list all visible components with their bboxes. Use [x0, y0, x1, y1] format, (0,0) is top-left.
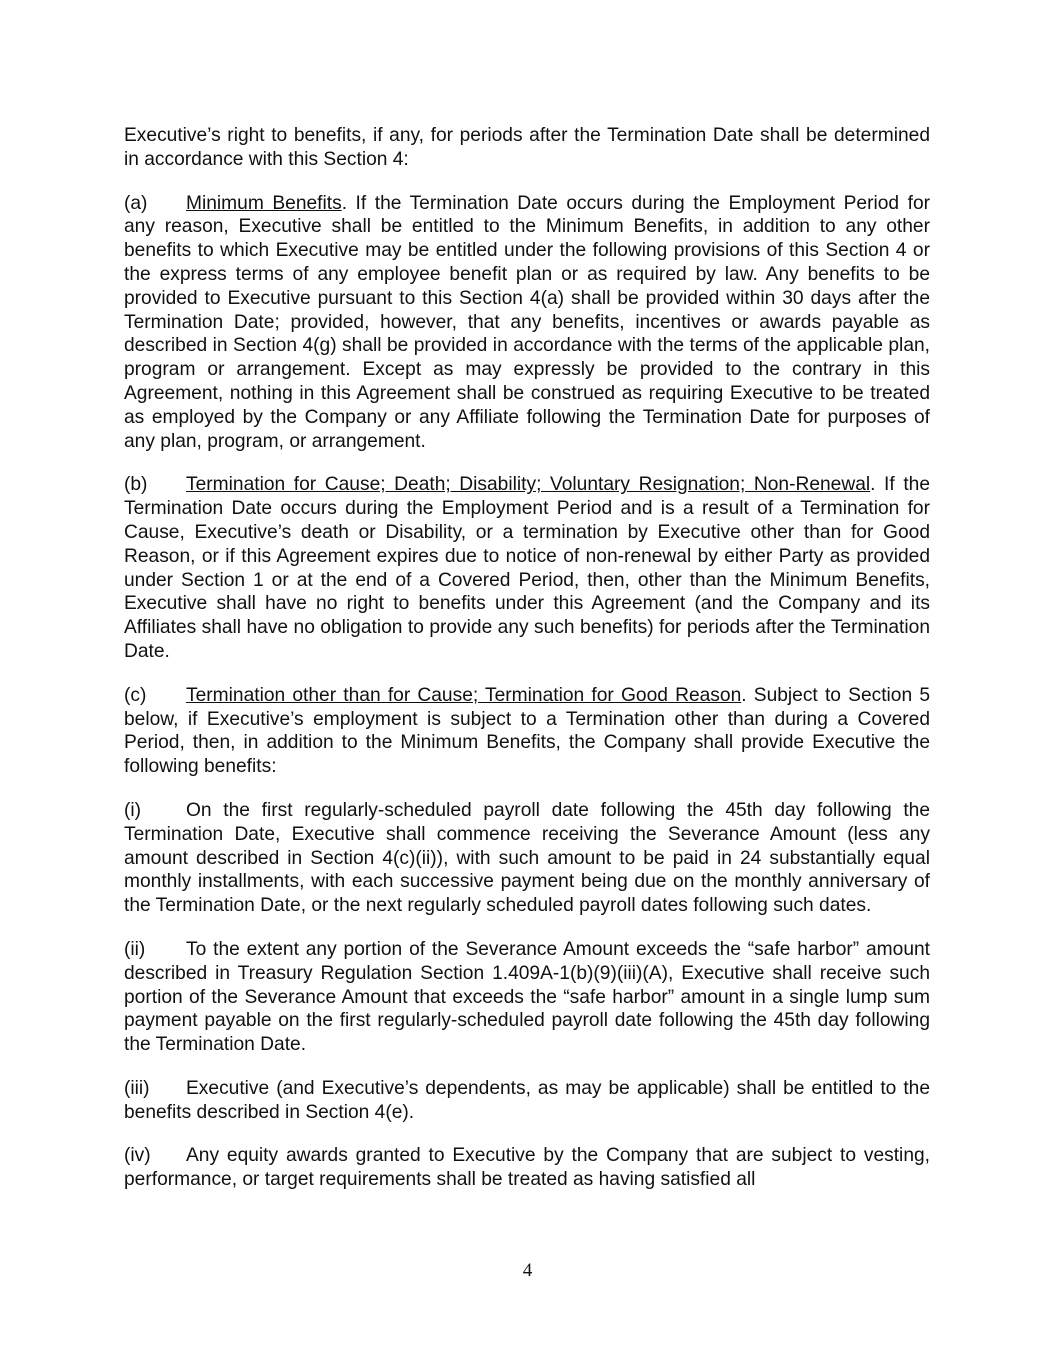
- item-iv-label: (iv): [124, 1145, 151, 1167]
- item-iii-body: Executive (and Executive’s dependents, as may be applicable) shall be entitled to the benefits described in Section 4(e).: [124, 1077, 930, 1123]
- page-number: 4: [522, 1260, 533, 1281]
- item-ii-paragraph: [124, 938, 930, 1057]
- section-b-paragraph: [124, 473, 930, 663]
- section-c-paragraph: [124, 684, 930, 779]
- document-page: [124, 124, 930, 1212]
- item-ii-label: (ii): [124, 938, 146, 960]
- item-iii-paragraph: [124, 1077, 930, 1125]
- section-b-label: (b): [124, 474, 148, 496]
- section-a-heading: Minimum Benefits: [186, 192, 342, 214]
- section-a-label: (a): [124, 192, 148, 214]
- section-b-heading: Termination for Cause; Death; Disability; Voluntary Resignation; Non-Renewal: [186, 474, 871, 496]
- item-i-body: On the first regularly-scheduled payroll date following the 45th day following the Termination Date, Executive shall commence receiving the Severance Amount (less any amount described in Section 4(c)(ii)), with such amount to be paid in 24 substantially equal monthly installments, with each successive payment being due on the monthly anniversary of the Termination Date, or the next regularly scheduled payroll dates following such dates.: [124, 799, 930, 917]
- section-c-body: . Subject to Section 5 below, if Executive’s employment is subject to a Termination other than during a Covered Period, then, in addition to the Minimum Benefits, the Company shall provide Executive the following benefits:: [124, 684, 931, 778]
- section-a-paragraph: [124, 192, 930, 454]
- intro-paragraph: Executive’s right to benefits, if any, for periods after the Termination Date shall be determined in accordance with this Section 4:: [124, 125, 930, 170]
- section-c-label: (c): [124, 684, 147, 706]
- section-a-body: . If the Termination Date occurs during the Employment Period for any reason, Executive shall be entitled to the Minimum Benefits, in addition to any other benefits to which Executive may be entitled under the following provisions of this Section 4 or the express terms of any employee benefit plan or as required by law. Any benefits to be provided to Executive pursuant to this Section 4(a) shall be provided within 30 days after the Termination Date; provided, however, that any benefits, incentives or awards payable as described in Section 4(g) shall be provided in accordance with the terms of the applicable plan, program or arrangement. Except as may expressly be provided to the contrary in this Agreement, nothing in this Agreement shall be construed as requiring Executive to be treated as employed by the Company or any Affiliate following the Termination Date for purposes of any plan, program, or arrangement.: [124, 192, 930, 452]
- item-i-label: (i): [124, 799, 142, 821]
- item-iv-body: Any equity awards granted to Executive by the Company that are subject to vesting, performance, or target requirements shall be treated as having satisfied all: [124, 1145, 930, 1191]
- item-iv-paragraph: [124, 1144, 930, 1192]
- item-i-paragraph: [124, 799, 930, 918]
- item-ii-body: To the extent any portion of the Severance Amount exceeds the “safe harbor” amount described in Treasury Regulation Section 1.409A-1(b)(9)(iii)(A), Executive shall receive such portion of the Severance Amount that exceeds the “safe harbor” amount in a single lump sum payment payable on the first regularly-scheduled payroll date following the 45th day following the Termination Date.: [124, 938, 930, 1056]
- item-iii-label: (iii): [124, 1077, 150, 1099]
- section-c-heading: Termination other than for Cause; Termination for Good Reason: [186, 684, 742, 706]
- section-b-body: . If the Termination Date occurs during the Employment Period and is a result of a Termination for Cause, Executive’s death or Disability, or a termination by Executive other than for Good Reason, or if this Agreement expires due to notice of non-renewal by either Party as provided under Section 1 or at the end of a Covered Period, then, other than the Minimum Benefits, Executive shall have no right to benefits under this Agreement (and the Company and its Affiliates shall have no obligation to provide any such benefits) for periods after the Termination Date.: [124, 474, 930, 662]
